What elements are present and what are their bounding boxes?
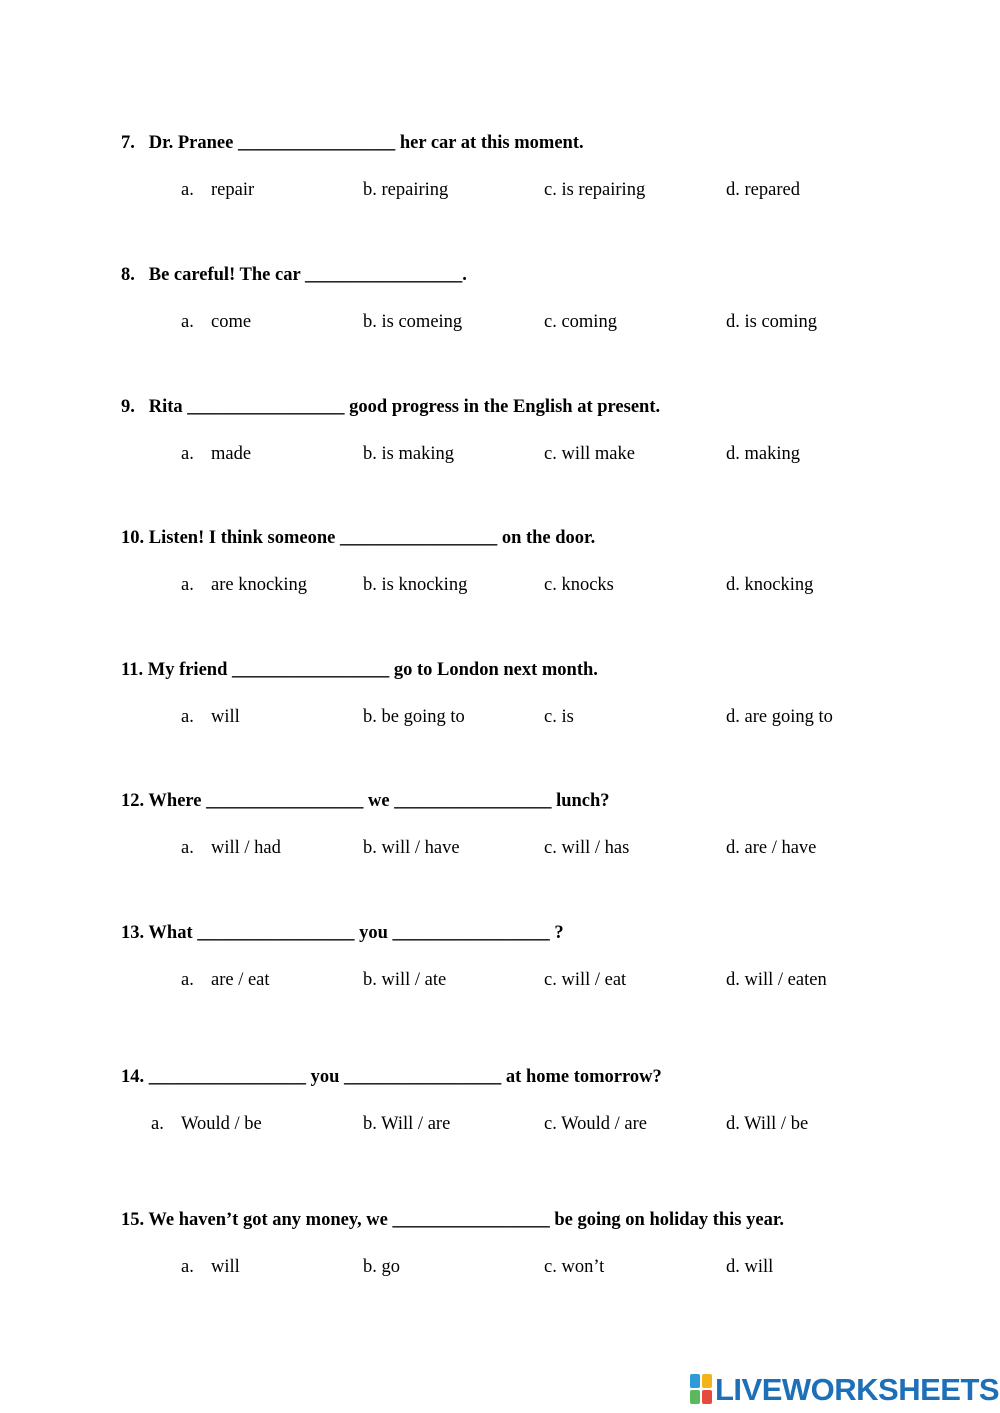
option-c[interactable] — [544, 445, 635, 464]
option-text: d. will / eaten — [726, 970, 827, 990]
question-stem: 10. Listen! I think someone _________________ on the door. — [121, 528, 596, 548]
option-text: will / had — [211, 838, 281, 858]
question-stem: 7. Dr. Pranee _________________ her car at this moment. — [121, 133, 584, 153]
option-text: are knocking — [211, 575, 308, 595]
option-text: c. is repairing — [544, 180, 646, 200]
option-b[interactable] — [363, 576, 467, 595]
option-d[interactable] — [726, 445, 800, 464]
option-text: d. Will / be — [726, 1114, 809, 1134]
option-b[interactable] — [363, 839, 460, 858]
option-letter: a. — [181, 707, 194, 727]
option-c[interactable] — [544, 839, 629, 858]
option-d[interactable] — [726, 839, 816, 858]
option-text: b. is comeing — [363, 312, 463, 332]
option-c[interactable] — [544, 181, 645, 200]
question-stem: 11. My friend _________________ go to London next month. — [121, 660, 598, 680]
option-letter: a. — [151, 1114, 164, 1134]
option-a[interactable] — [151, 1115, 262, 1134]
option-a[interactable] — [181, 576, 307, 595]
option-text: Would / be — [181, 1114, 262, 1134]
option-d[interactable] — [726, 313, 817, 332]
option-text: will — [211, 1257, 240, 1277]
option-b[interactable] — [363, 313, 462, 332]
option-text: d. making — [726, 444, 800, 464]
logo-mark-icon — [690, 1374, 712, 1404]
option-text: d. is coming — [726, 312, 817, 332]
question-stem: 15. We haven’t got any money, we _________________ be going on holiday this year. — [121, 1210, 784, 1230]
option-letter: a. — [181, 838, 194, 858]
option-a[interactable] — [181, 1258, 240, 1277]
option-b[interactable] — [363, 1115, 450, 1134]
option-c[interactable] — [544, 708, 574, 727]
option-text: b. will / have — [363, 838, 460, 858]
option-text: repair — [211, 180, 255, 200]
option-text: b. is knocking — [363, 575, 468, 595]
option-letter: a. — [181, 970, 194, 990]
option-text: c. will / eat — [544, 970, 627, 990]
option-b[interactable] — [363, 1258, 400, 1277]
option-b[interactable] — [363, 445, 454, 464]
option-text: come — [211, 312, 252, 332]
option-d[interactable] — [726, 1258, 773, 1277]
option-text: c. will / has — [544, 838, 630, 858]
option-d[interactable] — [726, 708, 833, 727]
option-b[interactable] — [363, 708, 465, 727]
option-a[interactable] — [181, 313, 251, 332]
option-text: b. repairing — [363, 180, 449, 200]
option-text: d. knocking — [726, 575, 814, 595]
option-c[interactable] — [544, 1115, 647, 1134]
option-a[interactable] — [181, 708, 240, 727]
option-a[interactable] — [181, 445, 251, 464]
option-c[interactable] — [544, 576, 614, 595]
option-text: d. repared — [726, 180, 800, 200]
option-d[interactable] — [726, 971, 827, 990]
option-b[interactable] — [363, 971, 446, 990]
option-letter: a. — [181, 575, 194, 595]
question-stem: 13. What _________________ you _________________ ? — [121, 923, 564, 943]
option-text: b. will / ate — [363, 970, 447, 990]
question-stem: 8. Be careful! The car _________________. — [121, 265, 467, 285]
option-text: made — [211, 444, 252, 464]
option-d[interactable] — [726, 181, 800, 200]
liveworksheets-logo — [690, 1372, 999, 1406]
option-b[interactable] — [363, 181, 448, 200]
option-text: d. are / have — [726, 838, 817, 858]
option-a[interactable] — [181, 971, 270, 990]
option-c[interactable] — [544, 971, 626, 990]
option-text: d. will — [726, 1257, 774, 1277]
option-text: are / eat — [211, 970, 270, 990]
option-a[interactable] — [181, 839, 281, 858]
option-text: c. knocks — [544, 575, 614, 595]
option-c[interactable] — [544, 1258, 604, 1277]
option-text: c. coming — [544, 312, 617, 332]
option-letter: a. — [181, 180, 194, 200]
option-text: b. be going to — [363, 707, 465, 727]
option-c[interactable] — [544, 313, 617, 332]
question-stem: 12. Where _________________ we _________________ lunch? — [121, 791, 610, 811]
logo-text: LIVEWORKSHEETS — [715, 1371, 1000, 1407]
option-text: d. are going to — [726, 707, 833, 727]
option-letter: a. — [181, 1257, 194, 1277]
option-text: c. is — [544, 707, 574, 727]
option-d[interactable] — [726, 1115, 808, 1134]
option-text: c. will make — [544, 444, 635, 464]
option-text: will — [211, 707, 240, 727]
option-text: c. Would / are — [544, 1114, 647, 1134]
option-text: b. Will / are — [363, 1114, 451, 1134]
question-stem: 9. Rita _________________ good progress in the English at present. — [121, 397, 661, 417]
question-stem: 14. _________________ you _________________ at home tomorrow? — [121, 1067, 662, 1087]
option-letter: a. — [181, 312, 194, 332]
option-text: b. go — [363, 1257, 400, 1277]
option-a[interactable] — [181, 181, 254, 200]
option-text: b. is making — [363, 444, 454, 464]
option-d[interactable] — [726, 576, 813, 595]
option-text: c. won’t — [544, 1257, 605, 1277]
option-letter: a. — [181, 444, 194, 464]
